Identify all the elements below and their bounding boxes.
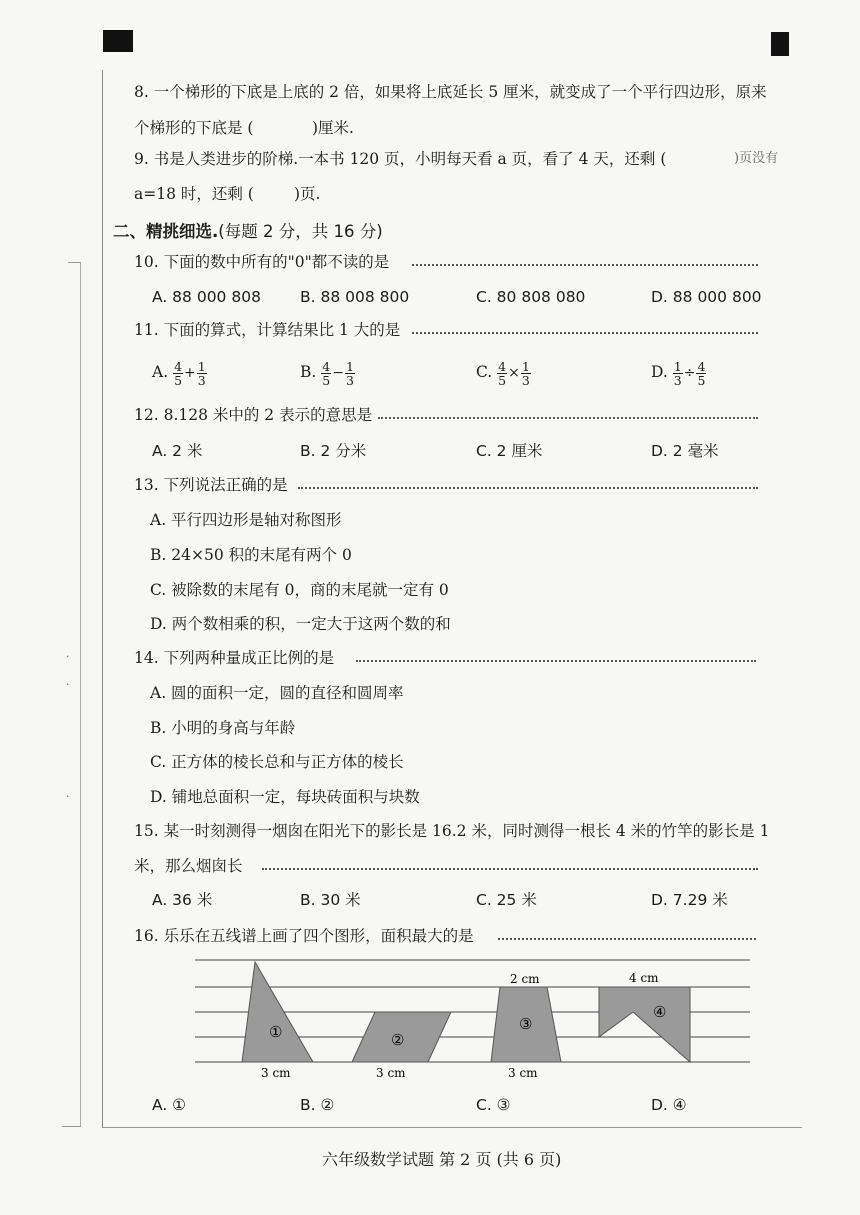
q12-stem: 12. 8.128 米中的 2 表示的意思是: [134, 406, 373, 424]
denominator: 5: [697, 372, 706, 388]
q14-option-c: C. 正方体的棱长总和与正方体的棱长: [150, 753, 404, 771]
shape-square-notched: [599, 987, 690, 1062]
q16-stem: 16. 乐乐在五线谱上画了四个图形，面积最大的是: [134, 927, 474, 945]
q12-option-b: B. 2 分米: [300, 442, 367, 460]
shape-label-2: ②: [391, 1031, 405, 1049]
binding-mark: ·: [66, 678, 70, 691]
numerator: 1: [521, 358, 530, 374]
q16-option-c: C. ③: [476, 1096, 511, 1114]
q11-option-c: [476, 358, 531, 387]
q12-leader-dots: [378, 417, 758, 419]
denominator: 3: [673, 372, 682, 388]
dim-label-bottom-1: 3 cm: [261, 1066, 291, 1080]
fraction: [497, 360, 507, 387]
section-title: 二、精挑细选.: [113, 222, 219, 241]
binding-tick-bottom: [62, 1126, 81, 1127]
q10-option-b: B. 88 008 800: [300, 288, 410, 306]
fraction: [673, 360, 683, 387]
q16-option-a: A. ①: [152, 1096, 187, 1114]
numerator: 4: [322, 358, 331, 374]
q10-option-c: C. 80 808 080: [476, 288, 586, 306]
denominator: 3: [197, 372, 206, 388]
denominator: 3: [521, 372, 530, 388]
section-heading: [113, 218, 383, 242]
q13-option-d: D. 两个数相乘的积，一定大于这两个数的和: [150, 615, 451, 633]
q11-leader-dots: [412, 332, 758, 334]
option-letter: A.: [152, 363, 169, 381]
fraction: [345, 360, 355, 387]
q13-leader-dots: [298, 487, 758, 489]
q14-leader-dots: [356, 660, 756, 662]
binding-mark: ·: [66, 790, 70, 803]
q13-option-c: C. 被除数的末尾有 0，商的末尾就一定有 0: [150, 581, 449, 599]
denominator: 5: [322, 372, 331, 388]
fraction: [321, 360, 331, 387]
q14-option-d: D. 铺地总面积一定，每块砖面积与块数: [150, 788, 420, 806]
q11-stem: 11. 下面的算式，计算结果比 1 大的是: [134, 321, 401, 339]
q14-option-b: B. 小明的身高与年龄: [150, 719, 296, 737]
operator: ÷: [683, 365, 696, 381]
q10-stem: 10. 下面的数中所有的"0"都不读的是: [134, 253, 390, 271]
q15-option-a: A. 36 米: [152, 891, 213, 909]
page-border-bottom: [102, 1127, 802, 1128]
q15-option-c: C. 25 米: [476, 891, 537, 909]
q11-option-a: [152, 358, 207, 387]
q16-leader-dots: [498, 938, 756, 940]
fraction: [696, 360, 706, 387]
denominator: 3: [345, 372, 354, 388]
option-letter: D.: [651, 363, 668, 381]
q12-option-c: C. 2 厘米: [476, 442, 543, 460]
option-letter: C.: [476, 363, 493, 381]
binding-mark: ·: [66, 650, 70, 663]
shape-label-3: ③: [519, 1015, 533, 1033]
operator: −: [332, 365, 344, 381]
q16-option-d: D. ④: [651, 1096, 687, 1114]
q12-option-d: D. 2 毫米: [651, 442, 719, 460]
q9-line2-start: a=18 时，还剩 (: [134, 185, 254, 203]
q8-line2-start: 个梯形的下底是 (: [134, 119, 254, 137]
registration-mark-right: [771, 32, 789, 56]
q9-line2-end: )页.: [294, 185, 321, 203]
q15-option-d: D. 7.29 米: [651, 891, 728, 909]
section-subtitle: (每题 2 分，共 16 分): [218, 222, 383, 241]
q11-option-d: [651, 358, 706, 387]
denominator: 5: [498, 372, 507, 388]
q13-option-a: A. 平行四边形是轴对称图形: [150, 511, 342, 529]
shape-label-1: ①: [269, 1023, 283, 1041]
numerator: 1: [345, 358, 354, 374]
q13-stem: 13. 下列说法正确的是: [134, 476, 288, 494]
staff-figure: [195, 955, 750, 1085]
dim-label-top-4: 4 cm: [629, 971, 659, 985]
q11-option-b: [300, 358, 355, 387]
dim-label-bottom-2: 3 cm: [376, 1066, 406, 1080]
q14-option-a: A. 圆的面积一定，圆的直径和圆周率: [150, 684, 404, 702]
q8-line1: 8. 一个梯形的下底是上底的 2 倍，如果将上底延长 5 厘米，就变成了一个平行四边形，原来: [134, 83, 767, 101]
q10-leader-dots: [412, 264, 758, 266]
q9-line1-start: 9. 书是人类进步的阶梯.一本书 120 页，小明每天看 a 页，看了 4 天，还剩 (: [134, 150, 667, 168]
dim-label-bottom-3: 3 cm: [508, 1066, 538, 1080]
q10-option-d: D. 88 000 800: [651, 288, 762, 306]
page-border-left: [102, 70, 103, 1128]
registration-mark-left: [103, 30, 133, 52]
q13-option-b: B. 24×50 积的末尾有两个 0: [150, 546, 352, 564]
option-letter: B.: [300, 363, 317, 381]
fraction: [197, 360, 207, 387]
numerator: 4: [174, 358, 183, 374]
fraction: [173, 360, 183, 387]
fraction: [521, 360, 531, 387]
q8-line2-end: )厘米.: [312, 119, 354, 137]
q16-option-b: B. ②: [300, 1096, 335, 1114]
q14-stem: 14. 下列两种量成正比例的是: [134, 649, 335, 667]
q15-line1: 15. 某一时刻测得一烟囱在阳光下的影长是 16.2 米，同时测得一根长 4 米的竹竿的影长是 1: [134, 822, 770, 840]
numerator: 1: [197, 358, 206, 374]
page-footer: 六年级数学试题 第 2 页 (共 6 页): [322, 1150, 562, 1169]
numerator: 4: [498, 358, 507, 374]
binding-line: [80, 262, 81, 1126]
dim-label-top-3: 2 cm: [510, 972, 540, 986]
operator: ×: [508, 365, 520, 381]
q15-line2: 米，那么烟囱长: [134, 857, 243, 875]
q10-option-a: A. 88 000 808: [152, 288, 261, 306]
numerator: 1: [673, 358, 682, 374]
q9-line1-end: )页没有: [734, 151, 779, 166]
shape-label-4: ④: [653, 1003, 667, 1021]
binding-tick-top: [68, 262, 81, 263]
q15-option-b: B. 30 米: [300, 891, 361, 909]
numerator: 4: [697, 358, 706, 374]
denominator: 5: [174, 372, 183, 388]
q12-option-a: A. 2 米: [152, 442, 203, 460]
operator: +: [184, 365, 196, 381]
q15-leader-dots: [262, 868, 758, 870]
